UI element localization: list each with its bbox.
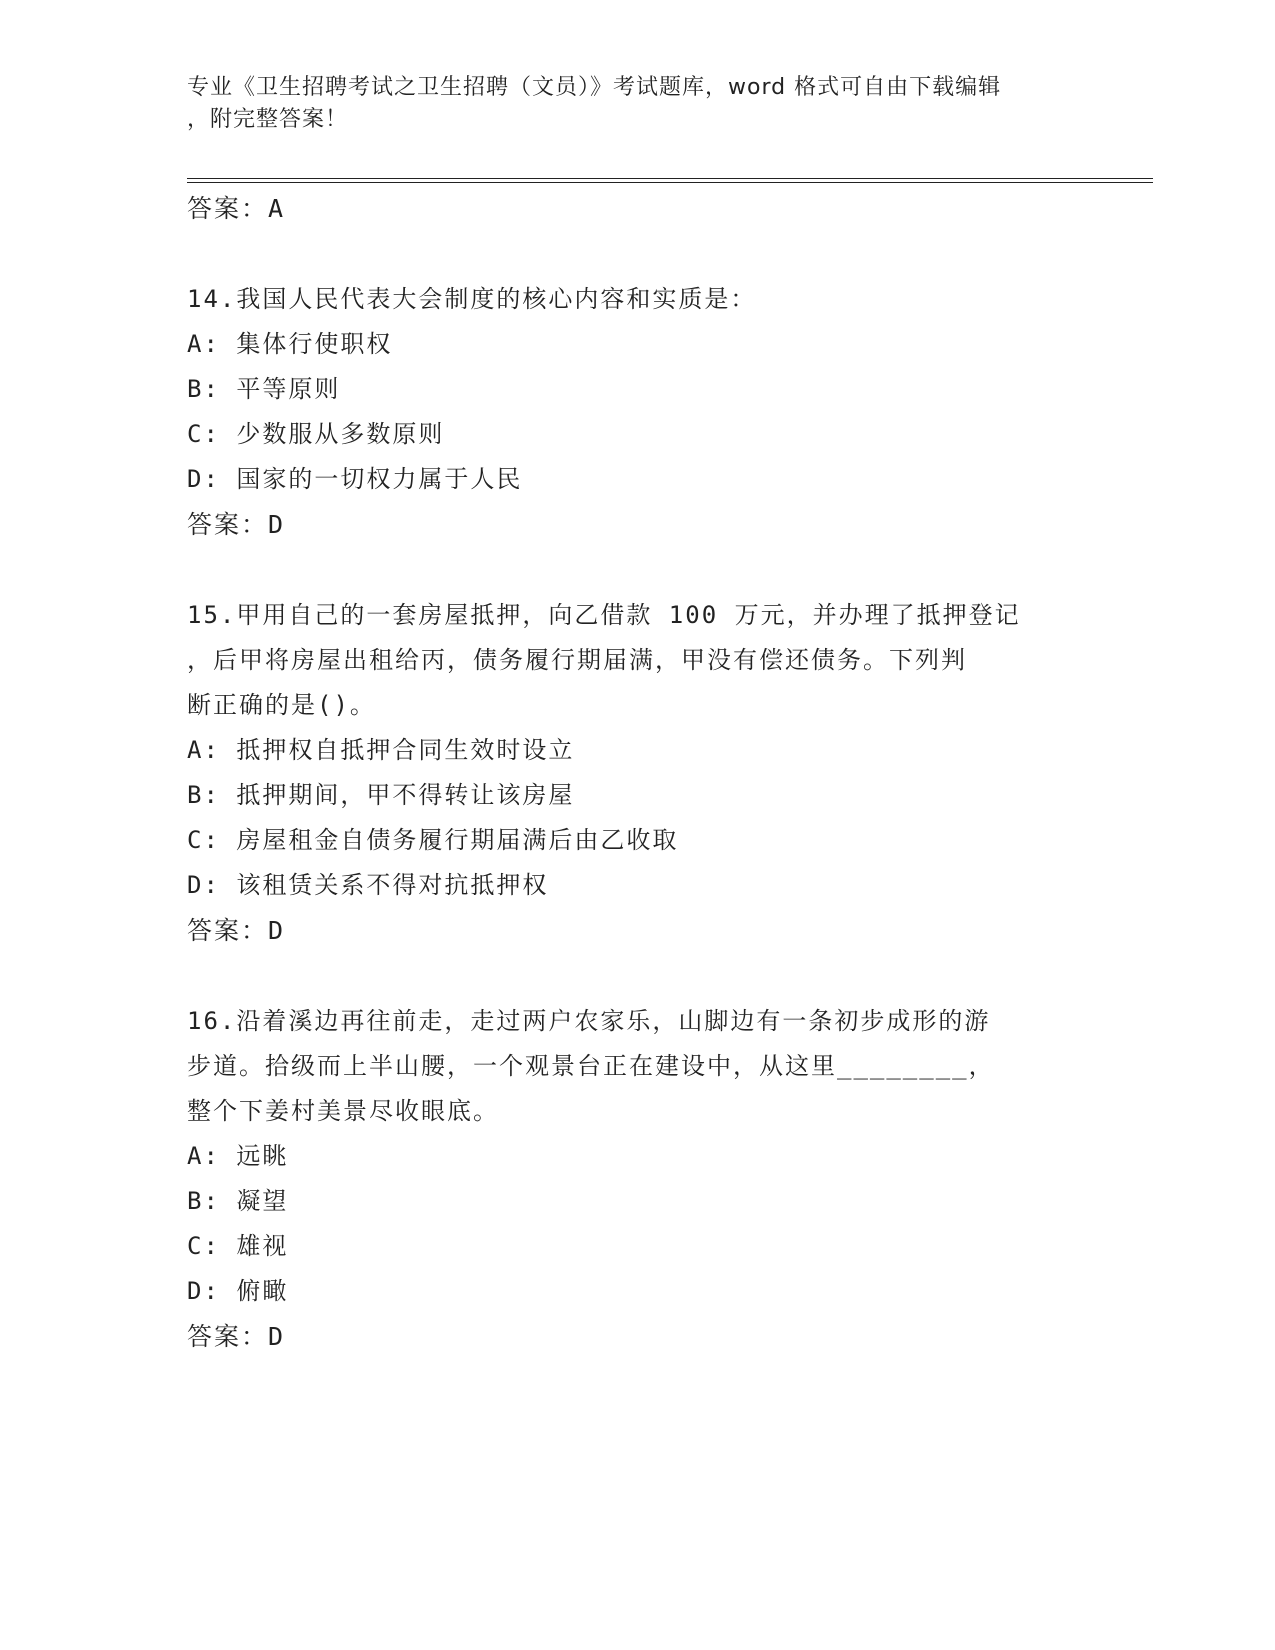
header-divider-top	[187, 178, 1153, 179]
question-15	[187, 593, 1087, 953]
header-line-1: 专业《卫生招聘考试之卫生招聘（文员）》考试题库，word 格式可自由下载编辑	[187, 75, 1002, 100]
spacer	[187, 953, 1087, 999]
question-text-line-2: ，后甲将房屋出租给丙，债务履行期届满，甲没有偿还债务。下列判	[187, 646, 967, 674]
question-text-line-3: 断正确的是()。	[187, 691, 376, 719]
option-a: A: 远眺	[187, 1142, 289, 1170]
spacer	[187, 547, 1087, 593]
question-list	[187, 186, 1087, 1359]
option-a: A: 抵押权自抵押合同生效时设立	[187, 736, 575, 764]
question-16	[187, 999, 1087, 1359]
option-b: B: 抵押期间，甲不得转让该房屋	[187, 781, 575, 809]
option-c: C: 房屋租金自债务履行期届满后由乙收取	[187, 826, 679, 854]
answer: 答案：D	[187, 916, 286, 945]
option-a: A: 集体行使职权	[187, 330, 393, 358]
spacer	[187, 231, 1087, 277]
option-b: B: 凝望	[187, 1187, 289, 1215]
question-text-line-3: 整个下姜村美景尽收眼底。	[187, 1097, 499, 1125]
option-d: D: 该租赁关系不得对抗抵押权	[187, 871, 549, 899]
option-d: D: 俯瞰	[187, 1277, 289, 1305]
option-d: D: 国家的一切权力属于人民	[187, 465, 523, 493]
question-14	[187, 277, 1087, 547]
question-text-line-1: 15.甲用自己的一套房屋抵押，向乙借款 100 万元，并办理了抵押登记	[187, 601, 1021, 629]
option-c: C: 雄视	[187, 1232, 289, 1260]
option-c: C: 少数服从多数原则	[187, 420, 445, 448]
question-text-line-1: 16.沿着溪边再往前走，走过两户农家乐，山脚边有一条初步成形的游	[187, 1007, 991, 1035]
header-line-2: ，附完整答案！	[187, 107, 349, 132]
question-text: 14.我国人民代表大会制度的核心内容和实质是：	[187, 285, 757, 313]
option-b: B: 平等原则	[187, 375, 341, 403]
answer: 答案：D	[187, 510, 286, 539]
answer: 答案：D	[187, 1322, 286, 1351]
document-header	[187, 72, 1067, 136]
header-divider-bottom	[187, 182, 1153, 183]
previous-answer: 答案：A	[187, 194, 286, 223]
question-text-line-2: 步道。拾级而上半山腰，一个观景台正在建设中，从这里________，	[187, 1052, 995, 1080]
